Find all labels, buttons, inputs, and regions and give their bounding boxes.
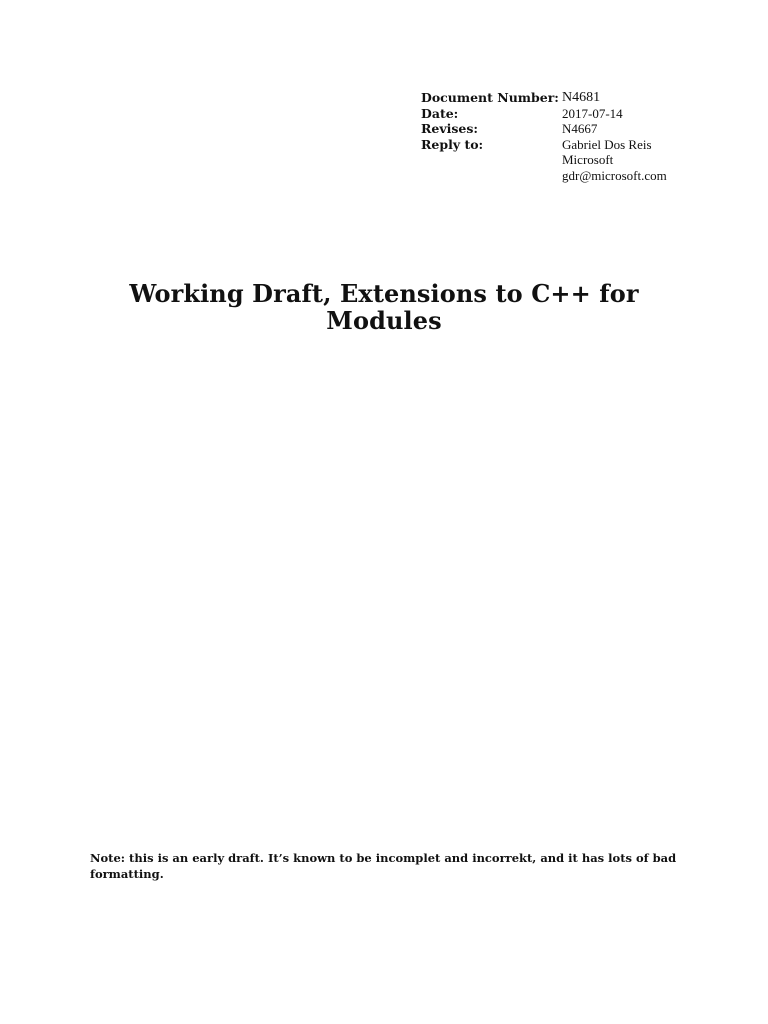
document-metadata-table <box>421 90 667 183</box>
revises-label: Revises: <box>421 121 478 136</box>
document-title-line-1: Working Draft, Extensions to C++ for <box>129 279 639 308</box>
document-title <box>0 280 768 334</box>
reply-to-organization: Microsoft <box>562 152 614 167</box>
metadata-row-reply-to <box>421 137 667 184</box>
draft-note: Note: this is an early draft. It’s known to be incomplet and incorrekt, and it has lots of bad formatting. <box>90 851 677 881</box>
metadata-row-date <box>421 106 667 122</box>
date-label: Date: <box>421 105 459 121</box>
document-number-value: N4681 <box>562 90 601 105</box>
revises-value: N4667 <box>562 121 598 136</box>
date-value: 2017-07-14 <box>562 105 623 121</box>
reply-to-name: Gabriel Dos Reis <box>562 136 652 152</box>
metadata-row-document-number <box>421 90 667 106</box>
metadata-row-revises <box>421 121 667 137</box>
document-title-line-2: Modules <box>326 306 442 335</box>
reply-to-email: gdr@microsoft.com <box>562 167 667 183</box>
reply-to-label: Reply to: <box>421 136 484 152</box>
document-number-label: Document Number: <box>421 90 559 105</box>
